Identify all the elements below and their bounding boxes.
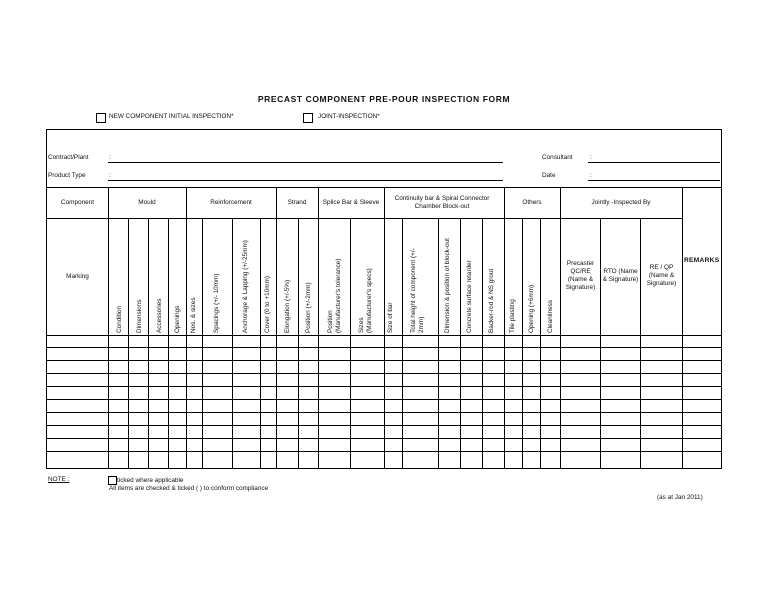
col-spacings: Spacings (+/- 10mm) — [213, 273, 220, 333]
group-splice: Splice Bar & Sleeve — [322, 199, 380, 206]
col-dimensions: Dimensions — [136, 299, 143, 333]
col-anchorage: Anchorage & Lapping (+/-25mm) — [242, 240, 249, 333]
divider — [350, 218, 351, 469]
form-title: PRECAST COMPONENT PRE-POUR INSPECTION FORM — [257, 94, 511, 104]
divider — [276, 187, 277, 469]
divider — [460, 218, 461, 469]
divider — [260, 218, 261, 469]
col-position-splice: Position — [327, 310, 334, 333]
col-tile-plasting: Tile plasting — [509, 299, 516, 333]
col-backer-rod: Backer-rod & NS grout — [488, 268, 495, 333]
col-cleanliness: Cleanliness — [547, 299, 554, 333]
row-line — [46, 425, 722, 426]
col-sizes-splice: Sizes — [358, 317, 365, 333]
marking-label: Marking — [66, 273, 89, 280]
divider — [232, 218, 233, 469]
contract-label: Contract/Plant — [48, 154, 89, 161]
consultant-field[interactable] — [588, 162, 720, 163]
joint-inspection-checkbox[interactable] — [303, 113, 313, 123]
inspector-re: RE / QP (Name & Signature) — [646, 264, 677, 287]
row-line — [46, 347, 722, 348]
consultant-colon: : — [590, 154, 592, 161]
group-reinforcement: Reinforcement — [210, 199, 252, 206]
col-condition: Condition — [116, 305, 123, 333]
row-line — [46, 386, 722, 387]
divider — [46, 218, 682, 219]
col-opening: Opening (+6mm) — [528, 284, 535, 333]
divider — [504, 187, 505, 469]
divider — [682, 187, 683, 469]
date-colon: : — [590, 172, 592, 179]
col-nos-sizes: Nos. & sizes — [190, 297, 197, 333]
contract-colon: : — [109, 154, 111, 161]
group-others: Others — [522, 199, 542, 206]
row-line — [46, 399, 722, 400]
col-blockout: Dimension & position of block-out — [444, 238, 451, 333]
divider — [482, 218, 483, 469]
row-line — [46, 412, 722, 413]
divider — [298, 218, 299, 469]
product-field[interactable] — [108, 180, 503, 181]
col-sizes-splice-2: (Manufacturer's specs) — [366, 268, 373, 333]
divider — [202, 218, 203, 469]
row-line — [46, 360, 722, 361]
group-mould: Mould — [138, 199, 156, 206]
inspector-precaster: Precaster QC/RE (Name & Signature) — [565, 260, 596, 291]
note-line2: All items are checked & ticked ( ) to conform compliance — [109, 485, 269, 492]
col-cover: Cover (0 to +10mm) — [264, 275, 271, 333]
group-component: Component — [60, 199, 95, 206]
divider — [318, 187, 319, 469]
col-position-splice-2: (Manufacturer's tolerance) — [335, 258, 342, 333]
divider — [108, 187, 109, 469]
product-colon: : — [109, 172, 111, 179]
col-openings: Openings — [174, 305, 181, 333]
divider — [186, 187, 187, 469]
divider — [402, 218, 403, 469]
col-elongation: Elongation (+/-5%) — [284, 279, 291, 333]
divider — [384, 187, 385, 469]
divider — [522, 218, 523, 469]
row-line — [46, 373, 722, 374]
contract-field[interactable] — [108, 162, 503, 163]
col-retarder: Concrete surface retarder — [466, 260, 473, 333]
divider — [438, 218, 439, 469]
col-size-of-bar: Size of bar — [387, 302, 394, 333]
footer-date: (as at Jan 2011) — [657, 494, 703, 501]
divider — [168, 218, 169, 469]
row-line — [46, 451, 722, 452]
group-continuity: Continuity bar & Spiral Connector Chamber Block-out — [394, 195, 490, 210]
col-total-height-2: 2mm) — [418, 316, 425, 333]
divider — [560, 187, 561, 469]
col-position-strand: Position (+/-2mm) — [305, 282, 312, 333]
group-jointly: Jointly -Inspected By — [591, 199, 651, 206]
divider — [128, 218, 129, 469]
product-label: Product Type — [48, 172, 86, 179]
date-label: Date — [542, 172, 556, 179]
divider — [148, 218, 149, 469]
note-label: NOTE : — [48, 476, 70, 483]
note-checkbox — [108, 476, 117, 485]
remarks-header: REMARKS — [684, 257, 720, 264]
new-component-label: NEW COMPONENT INITIAL INSPECTION* — [109, 113, 234, 120]
divider — [540, 218, 541, 469]
col-accessories: Accessories — [156, 298, 163, 333]
note-line1: ticked where applicable — [117, 477, 184, 484]
group-strand: Strand — [287, 199, 307, 206]
date-field[interactable] — [588, 180, 720, 181]
new-component-checkbox[interactable] — [96, 113, 106, 123]
col-total-height: Total height of component (+/- — [410, 248, 417, 333]
consultant-label: Consultant — [542, 154, 573, 161]
inspector-rto: RTO (Name & Signature) — [602, 268, 639, 283]
joint-inspection-label: JOINT-INSPECTION* — [318, 113, 380, 120]
row-line — [46, 438, 722, 439]
